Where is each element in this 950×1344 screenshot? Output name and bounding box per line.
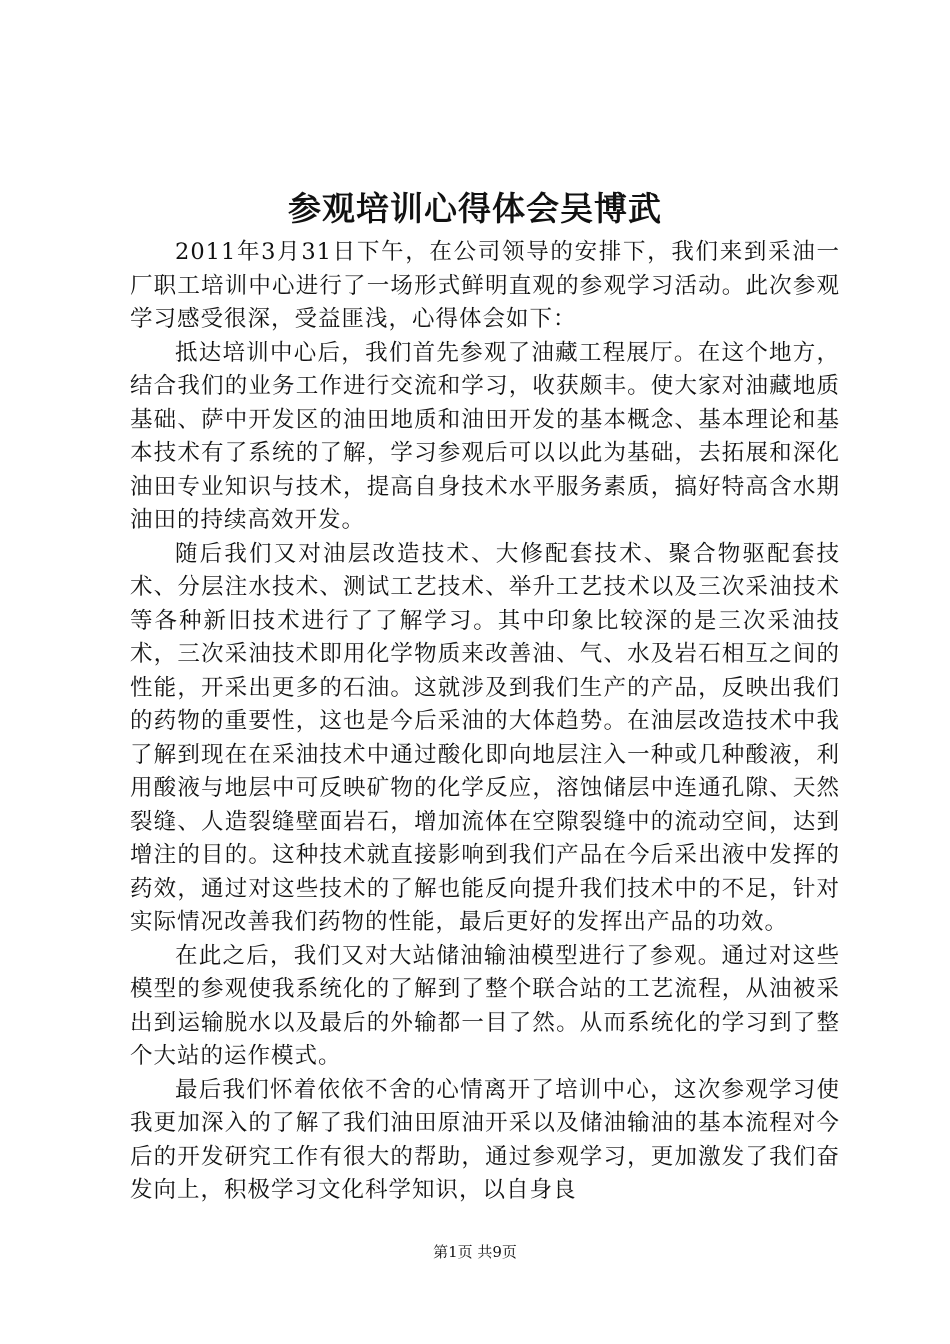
paragraph-station-model: 在此之后，我们又对大站储油输油模型进行了参观。通过对这些模型的参观使我系统化的了解到了整个联合站的工艺流程，从油被采出到运输脱水以及最后的外输都一目了然。从而系统化的学习到了整个大站的运作模式。: [130, 942, 840, 1069]
document-body: [130, 236, 840, 1208]
page-number-footer: 第1页 共9页: [433, 1243, 517, 1261]
paragraph-reservoir-hall: 抵达培训中心后，我们首先参观了油藏工程展厅。在这个地方，结合我们的业务工作进行交流和学习，收获颇丰。使大家对油藏地质基础、萨中开发区的油田地质和油田开发的基本概念、基本理论和基本技术有了系统的了解，学习参观后可以以此为基础，去拓展和深化油田专业知识与技术，提高自身技术水平服务素质，搞好特高含水期油田的持续高效开发。: [130, 339, 840, 533]
paragraph-techniques: 随后我们又对油层改造技术、大修配套技术、聚合物驱配套技术、分层注水技术、测试工艺技术、举升工艺技术以及三次采油技术等各种新旧技术进行了了解学习。其中印象比较深的是三次采油技术，三次采油技术即用化学物质来改善油、气、水及岩石相互之间的性能，开采出更多的石油。这就涉及到我们生产的产品，反映出我们的药物的重要性，这也是今后采油的大体趋势。在油层改造技术中我了解到现在在采油技术中通过酸化即向地层注入一种或几种酸液，利用酸液与地层中可反映矿物的化学反应，溶蚀储层中连通孔隙、天然裂缝、人造裂缝壁面岩石，增加流体在空隙裂缝中的流动空间，达到增注的目的。这种技术就直接影响到我们产品在今后采出液中发挥的药效，通过对这些技术的了解也能反向提升我们技术中的不足，针对实际情况改善我们药物的性能，最后更好的发挥出产品的功效。: [130, 540, 840, 935]
paragraph-intro: 2011年3月31日下午，在公司领导的安排下，我们来到采油一厂职工培训中心进行了一场形式鲜明直观的参观学习活动。此次参观学习感受很深，受益匪浅，心得体会如下：: [130, 239, 840, 332]
page-title: 参观培训心得体会吴博武: [288, 189, 662, 228]
paragraph-conclusion: 最后我们怀着依依不舍的心情离开了培训中心，这次参观学习使我更加深入的了解了我们油田原油开采以及储油输油的基本流程对今后的开发研究工作有很大的帮助，通过参观学习，更加激发了我们奋发向上，积极学习文化科学知识，以自身良: [130, 1076, 840, 1203]
